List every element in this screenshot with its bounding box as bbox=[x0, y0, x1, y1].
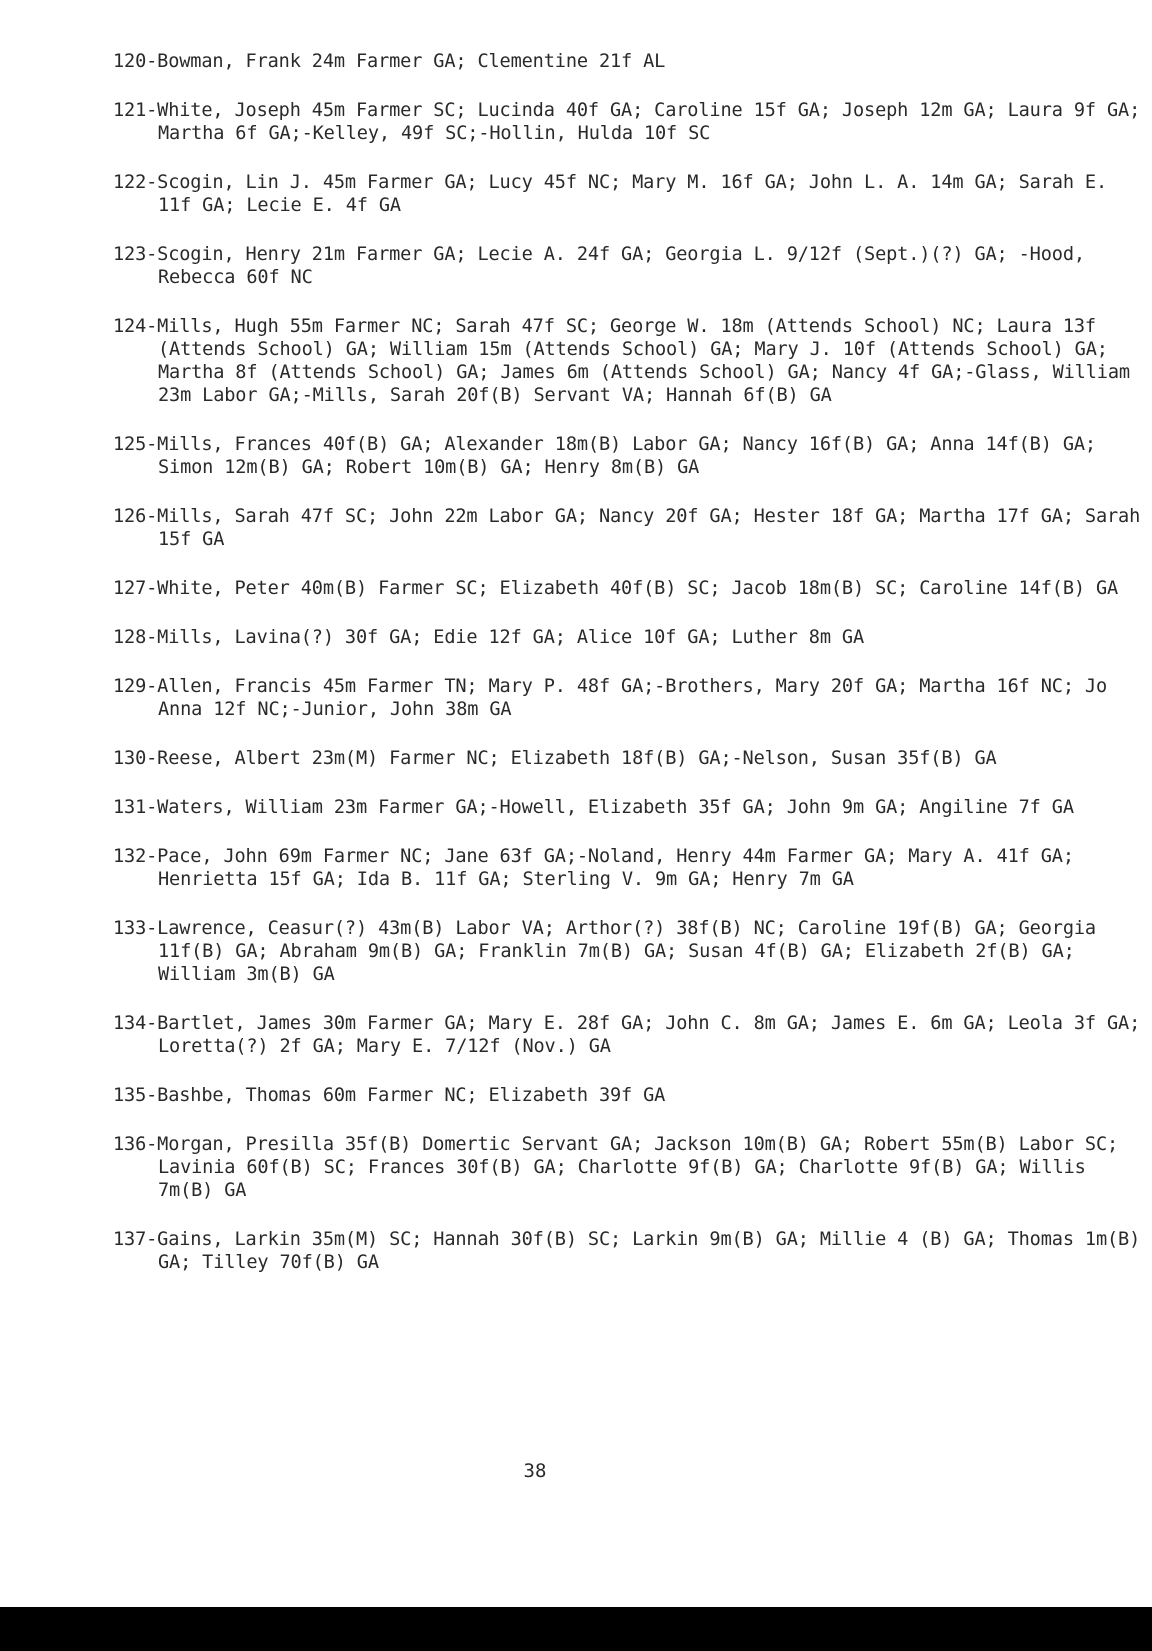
census-entry: 120-Bowman, Frank 24m Farmer GA; Clementine 21f AL bbox=[113, 51, 666, 72]
census-entry: 133-Lawrence, Ceasur(?) 43m(B) Labor VA; Arthor(?) 38f(B) NC; Caroline 19f(B) GA; Georgia 11f(B) GA; Abraham 9m(B) GA; Franklin 7m(B) GA; Susan 4f(B) GA; Elizabeth 2f(B) GA; William 3m(B) GA bbox=[113, 918, 1096, 985]
census-entry: 125-Mills, Frances 40f(B) GA; Alexander 18m(B) Labor GA; Nancy 16f(B) GA; Anna 14f(B) GA; Simon 12m(B) GA; Robert 10m(B) GA; Henry 8m(B) GA bbox=[113, 434, 1096, 478]
census-entry: 134-Bartlet, James 30m Farmer GA; Mary E. 28f GA; John C. 8m GA; James E. 6m GA; Leola 3f GA; Loretta(?) 2f GA; Mary E. 7/12f (Nov.) GA bbox=[113, 1013, 1141, 1057]
census-entry: 126-Mills, Sarah 47f SC; John 22m Labor GA; Nancy 20f GA; Hester 18f GA; Martha 17f GA; Sarah 15f GA bbox=[113, 506, 1141, 550]
census-entry: 136-Morgan, Presilla 35f(B) Domertic Servant GA; Jackson 10m(B) GA; Robert 55m(B) Labor SC; Lavinia 60f(B) SC; Frances 30f(B) GA; Charlotte 9f(B) GA; Charlotte 9f(B) GA; Willis 7m(B) GA bbox=[113, 1134, 1119, 1201]
census-entry: 130-Reese, Albert 23m(M) Farmer NC; Elizabeth 18f(B) GA;-Nelson, Susan 35f(B) GA bbox=[113, 748, 997, 769]
page-number: 38 bbox=[523, 1460, 547, 1482]
census-entry: 135-Bashbe, Thomas 60m Farmer NC; Elizabeth 39f GA bbox=[113, 1085, 666, 1106]
census-entry: 121-White, Joseph 45m Farmer SC; Lucinda 40f GA; Caroline 15f GA; Joseph 12m GA; Laura 9f GA; Martha 6f GA;-Kelley, 49f SC;-Hollin, Hulda 10f SC bbox=[113, 100, 1141, 144]
census-entry: 131-Waters, William 23m Farmer GA;-Howell, Elizabeth 35f GA; John 9m GA; Angiline 7f GA bbox=[113, 797, 1074, 818]
census-entries bbox=[113, 50, 1143, 1300]
census-entry: 124-Mills, Hugh 55m Farmer NC; Sarah 47f SC; George W. 18m (Attends School) NC; Laura 13f (Attends School) GA; William 15m (Attends School) GA; Mary J. 10f (Attends School) GA; Martha 8f (Attends School) GA; James 6m (Attends School) GA; Nancy 4f GA;-Glass, William 23m Labor GA;-Mills, Sarah 20f(B) Servant VA; Hannah 6f(B) GA bbox=[113, 316, 1130, 406]
scan-border-band bbox=[0, 1607, 1152, 1651]
census-entry: 123-Scogin, Henry 21m Farmer GA; Lecie A. 24f GA; Georgia L. 9/12f (Sept.)(?) GA; -Hood, Rebecca 60f NC bbox=[113, 244, 1085, 288]
census-entry: 128-Mills, Lavina(?) 30f GA; Edie 12f GA; Alice 10f GA; Luther 8m GA bbox=[113, 627, 865, 648]
census-entry: 122-Scogin, Lin J. 45m Farmer GA; Lucy 45f NC; Mary M. 16f GA; John L. A. 14m GA; Sarah E. 11f GA; Lecie E. 4f GA bbox=[113, 172, 1107, 216]
census-entry: 137-Gains, Larkin 35m(M) SC; Hannah 30f(B) SC; Larkin 9m(B) GA; Millie 4 (B) GA; Thomas 1m(B) GA; Tilley 70f(B) GA bbox=[113, 1229, 1141, 1273]
census-entry: 132-Pace, John 69m Farmer NC; Jane 63f GA;-Noland, Henry 44m Farmer GA; Mary A. 41f GA; Henrietta 15f GA; Ida B. 11f GA; Sterling V. 9m GA; Henry 7m GA bbox=[113, 846, 1074, 890]
census-entry: 129-Allen, Francis 45m Farmer TN; Mary P. 48f GA;-Brothers, Mary 20f GA; Martha 16f NC; Jo Anna 12f NC;-Junior, John 38m GA bbox=[113, 676, 1107, 720]
census-entry: 127-White, Peter 40m(B) Farmer SC; Elizabeth 40f(B) SC; Jacob 18m(B) SC; Caroline 14f(B) GA bbox=[113, 578, 1119, 599]
